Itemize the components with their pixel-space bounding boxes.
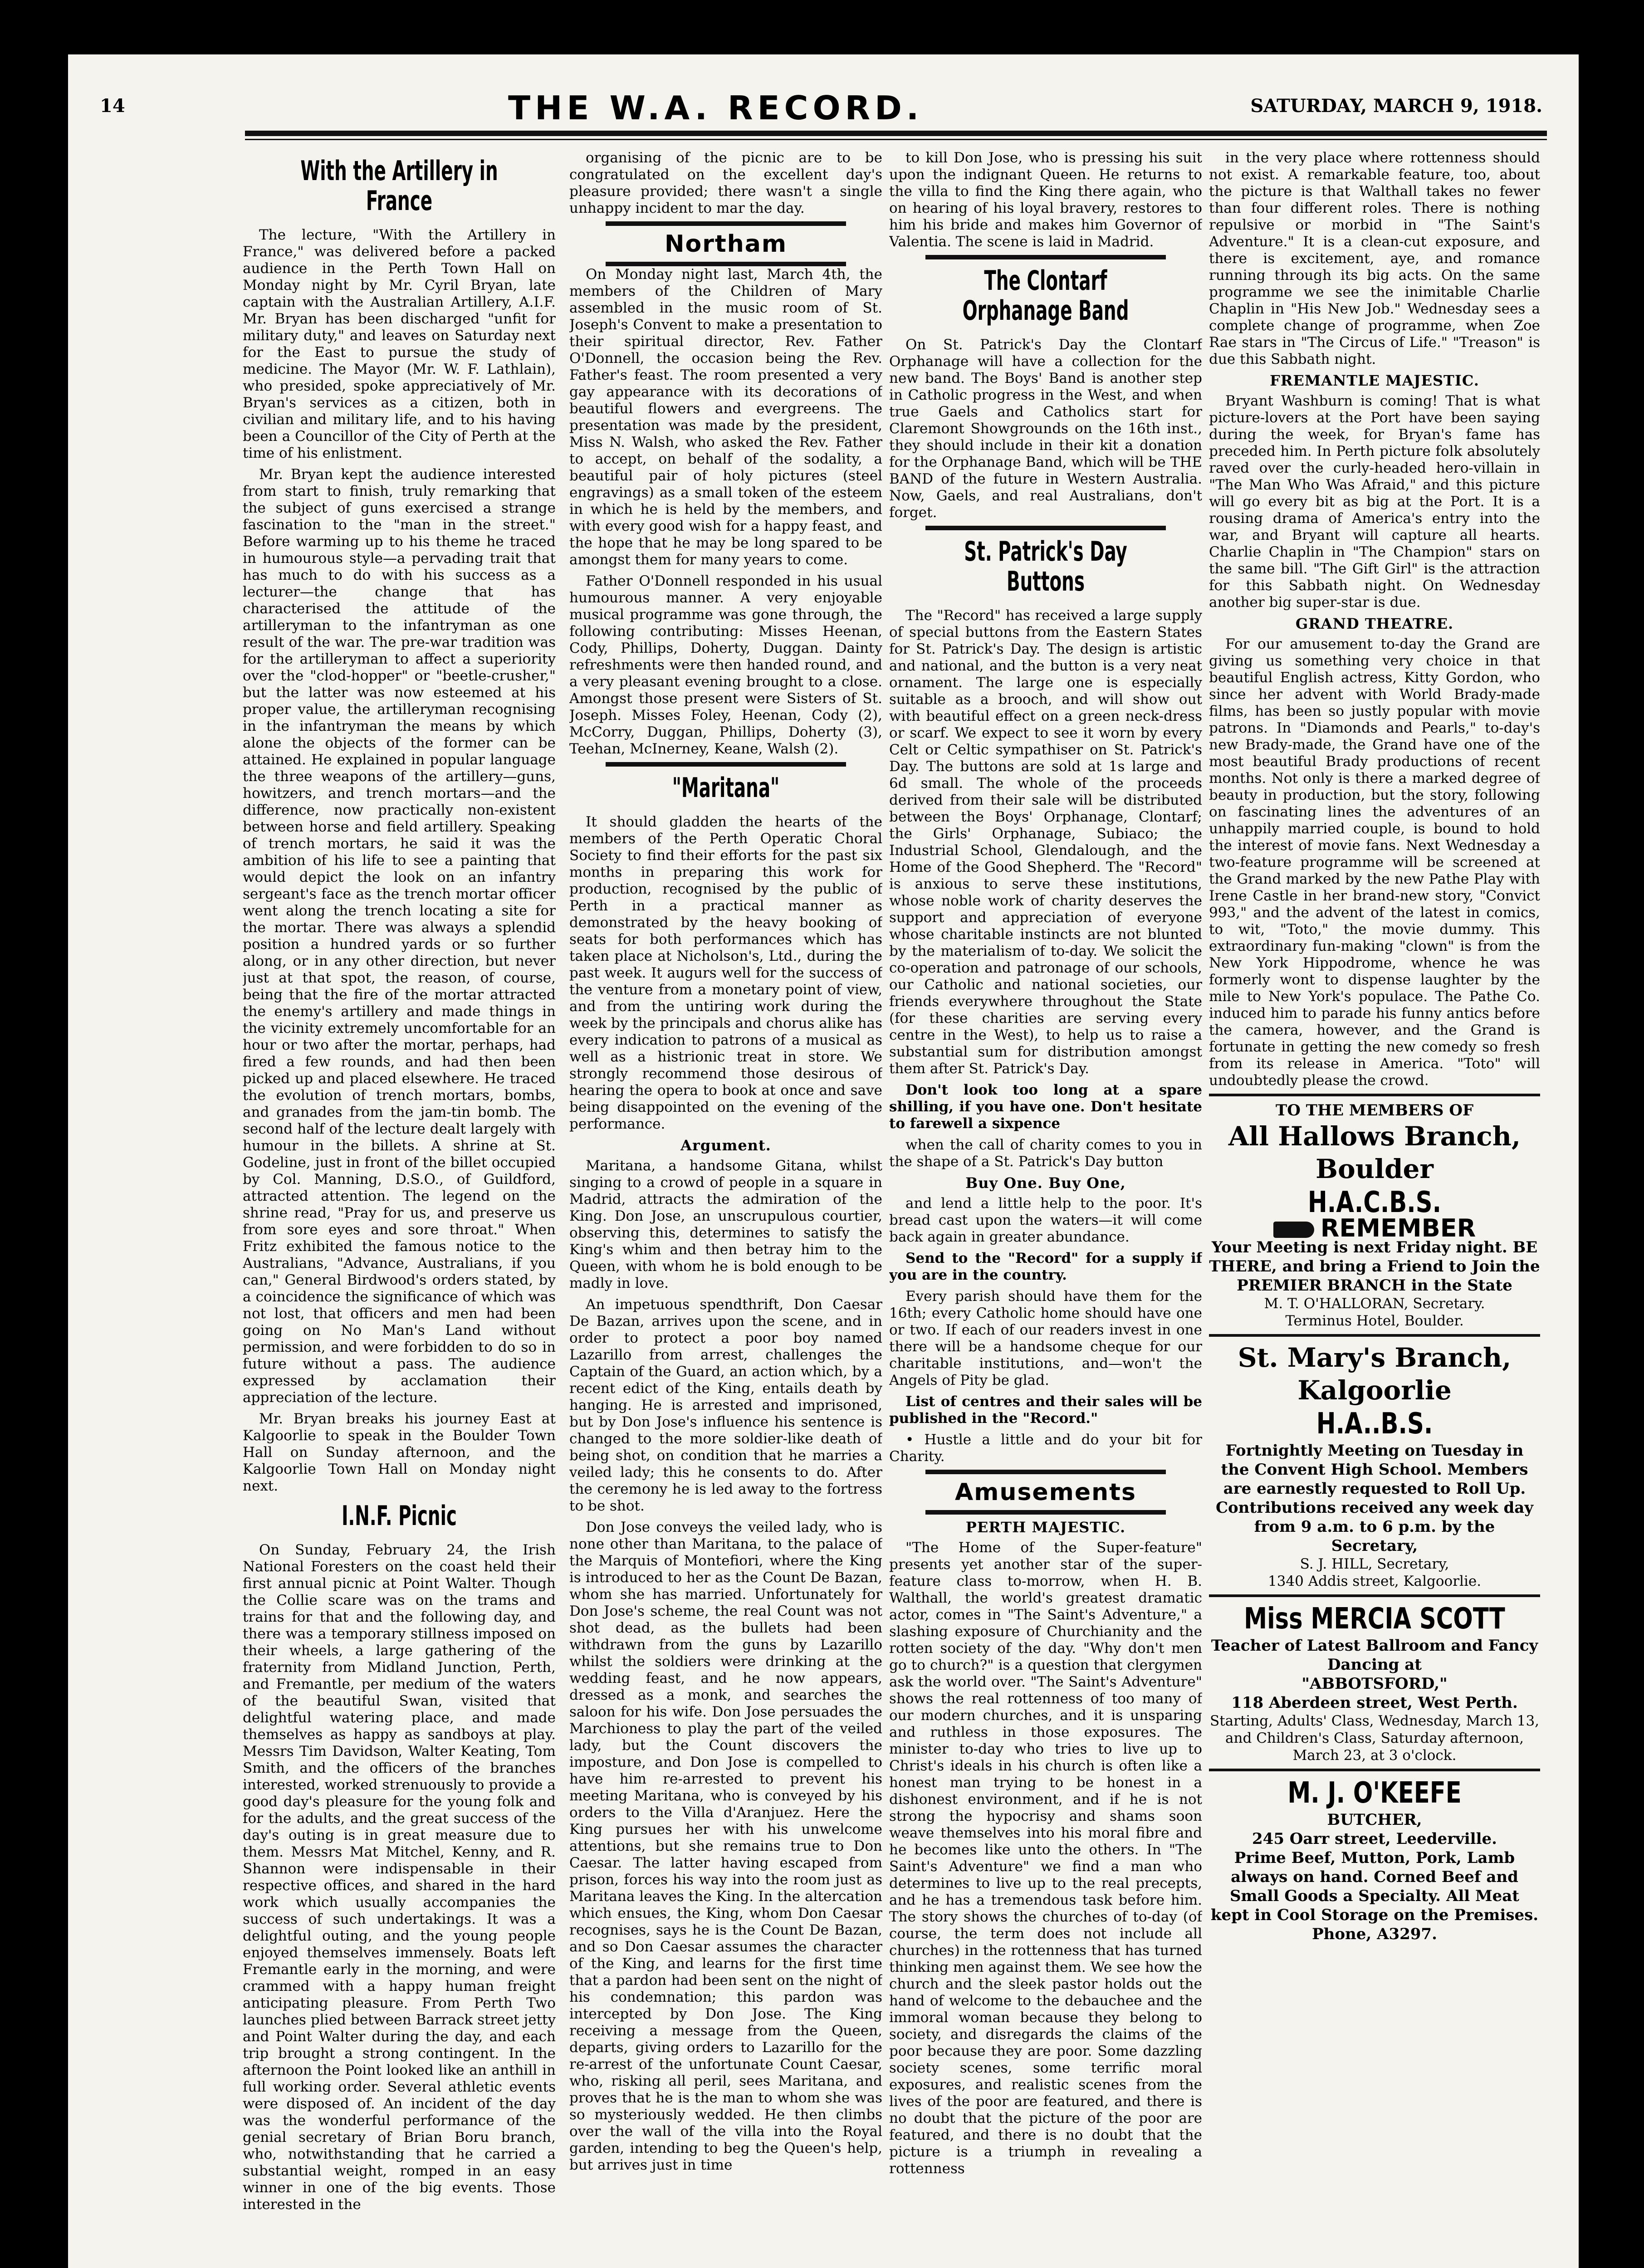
section-divider (925, 1470, 1166, 1474)
ad-society: H.A..B.S. (1316, 1407, 1433, 1441)
advert-mercia-scott (1209, 1594, 1540, 1769)
ad-address: 245 Oarr street, Leederville. (1252, 1830, 1497, 1848)
subhead-argument: Argument. (680, 1137, 771, 1154)
ad-branch-name: St. Mary's Branch, Kalgoorlie (1238, 1342, 1512, 1406)
bold-paragraph: Send to the "Record" for a supply if you are in the country. (889, 1250, 1202, 1283)
ad-secretary: S. J. HILL, Secretary, (1300, 1556, 1449, 1573)
ad-address: 118 Aberdeen street, West Perth. (1231, 1694, 1518, 1712)
paragraph: organising of the picnic are to be congratulated on the excellent day's pleasure provided; there wasn't a single unhappy incident to mar the day. (569, 150, 882, 216)
buy-one-line: Buy One. Buy One, (965, 1174, 1126, 1192)
paragraph: On Monday night last, March 4th, the members of the Children of Mary assembled in the music room of St. Joseph's Convent to make a presentation to their spiritual director, Rev. Father O'Donnell, the occasion being the Rev. Father's feast. The room presented a very gay appearance with its decorations of beautiful flowers and evergreens. The presentation was made by the president, Miss N. Walsh, who asked the Rev. Father to accept, on behalf of the sodality, a beautiful pair of holy pictures (steel engravings) as a small token of the esteem in which he is held by the members, and with every good wish for a happy feast, and the hope that he may be long spared to be amongst them for many years to come. (569, 266, 882, 568)
section-divider (925, 526, 1166, 530)
paragraph: The "Record" has received a large supply of special buttons from the Eastern States for St. Patrick's Day. The design is artistic and national, and the button is a very neat ornament. The large one is especially suitable as a brooch, and will show out with beautiful effect on a green neck-dress or scarf. We expect to see it worn by every Celt or Celtic sympathiser on St. Patrick's Day. The buttons are sold at 1s large and 6d small. The whole of the proceeds derived from their sale will be distributed between the Boys' Orphanage, Clontarf; the Girls' Orphanage, Subiaco; the Industrial School, Glendalough, and the Home of the Good Shepherd. The "Record" is anxious to serve these institutions, whose noble work of charity deserves the support and appreciation of everyone whose charitable instincts are not blunted by the materialism of to-day. We solicit the co-operation and patronage of our schools, our Catholic and national societies, our friends everywhere throughout the State (for these charities are serving every centre in the West), to help us to raise a substantial sum for distribution amongst them after St. Patrick's Day. (889, 607, 1202, 1077)
paragraph: and lend a little help to the poor. It's bread cast upon the waters—it will come back again in greater abundance. (889, 1195, 1202, 1245)
advert-all-hallows (1209, 1094, 1540, 1334)
advert-okeefe (1209, 1769, 1540, 1948)
paragraph: Father O'Donnell responded in his usual humourous manner. A very enjoyable musical programme was gone through, the following contributing: Misses Heenan, Cody, Phillips, Doherty, Duggan. Dainty refreshments were then handed round, and a very pleasant evening brought to a close. Amongst those present were Sisters of St. Joseph. Misses Foley, Heenan, Cody (2), McCorry, Duggan, Phillips, Doherty (3), Teehan, McInerney, Keane, Walsh (2). (569, 573, 882, 757)
paragraph: to kill Don Jose, who is pressing his suit upon the indignant Queen. He returns to the villa to find the King there again, who on hearing of his loyal bravery, restores to him his bride and makes him Governor of Valentia. The scene is laid in Madrid. (889, 150, 1202, 250)
ad-body: Contributions received any week day from 9 a.m. to 6 p.m. by the Secretary, (1215, 1499, 1534, 1555)
section-divider (606, 762, 846, 767)
column-2 (569, 150, 882, 2268)
paragraph: The lecture, "With the Artillery in France," was delivered before a packed audience in the Perth Town Hall on Monday night by Mr. Cyril Bryan, late captain with the Australian Artillery, A.I.F. Mr. Bryan has been discharged "unfit for military duty," and leaves on Saturday next for the East to pursue the study of medicine. The Mayor (Mr. W. F. Lathlain), who presided, spoke appreciatively of Mr. Bryan's services as a citizen, both in civilian and military life, and to his having been a Councillor of the City of Perth at the time of his enlistment. (243, 227, 556, 461)
section-divider (925, 255, 1166, 259)
ad-body: Starting, Adults' Class, Wednesday, March 13, and Children's Class, Saturday afternoon, March 23, at 3 o'clock. (1209, 1713, 1540, 1764)
section-divider (925, 1510, 1166, 1515)
paragraph: It should gladden the hearts of the members of the Perth Operatic Choral Society to find their efforts for the past six months in preparing this work for production, recognised by the public of Perth in a practical manner as demonstrated by the heavy booking of seats for both performances which has taken place at Nicholson's, Ltd., during the past week. It augurs well for the success of the venture from a monetary point of view, and from the untiring work during the week by the principals and chorus alike has every indication to patrons of a musical as well as a histrionic treat in store. We strongly recommend those desirous of hearing the opera to book at once and save being disappointed on the evening of the performance. (569, 814, 882, 1132)
masthead-rule (245, 131, 1547, 136)
ad-trade: BUTCHER, (1327, 1811, 1422, 1829)
page-number: 14 (100, 95, 125, 117)
paragraph: in the very place where rottenness should not exist. A remarkable feature, too, about the picture is that Walthall takes no fewer than four different roles. There is nothing repulsive or morbid in "The Saint's Adventure." It is a clean-cut exposure, and there is excitement, aye, and romance running through its big acts. On the same programme we see the inimitable Charlie Chaplin in "His New Job." Wednesday sees a complete change of programme, when Zoe Rae stars in "The Circus of Life." "Treason" is due this Sabbath night. (1209, 150, 1540, 367)
advert-st-marys (1209, 1334, 1540, 1594)
ad-name: M. J. O'KEEFE (1287, 1776, 1462, 1810)
ad-body: Prime Beef, Mutton, Pork, Lamb always on hand. Corned Beef and Small Goods a Specialty. All Meat kept in Cool Storage on the Premises. (1210, 1849, 1539, 1925)
headline-clontarf-band: The Clontarf Orphanage Band (962, 265, 1129, 327)
ad-society: H.A.C.B.S. (1307, 1186, 1442, 1219)
column-3 (889, 150, 1202, 2268)
paragraph: "The Home of the Super-feature" presents yet another star of the super-feature class to-morrow, when H. B. Walthall, the world's greatest dramatic actor, comes in "The Saint's Adventure," a slashing exposure of Churchianity and the rotten society of the day. "Why don't men go to church?" is a question that clergymen ask the world over. "The Saint's Adventure" shows the real rottenness of too many of our modern churches, and it is unsparing and ruthless in those exposures. The minister to-day who tries to live up to Christ's ideals in his church is often like a honest man trying to be honest in a dishonest environment, and if he is not strong the hypocrisy and shams soon weave themselves into his moral fibre and he becomes like unto the others. In "The Saint's Adventure" we find a man who determines to live up to the real precepts, and he has a tremendous task before him. The story shows the churches of to-day (of course, the term does not include all churches) in the rottenness that has turned thinking men against them. We see how the church and the sleek pastor holds out the hand of welcome to the debauchee and the immoral woman because they belong to society, and disregards the claims of the poor because they are poor. Some dazzling society scenes, some terrific moral exposures, and realistic scenes from the lives of the poor are featured, and there is no doubt that the picture of the poor are featured, and there is no doubt that the picture is a triumph in revealing a rottenness (889, 1540, 1202, 2177)
ad-phone: Phone, A3297. (1312, 1925, 1437, 1944)
subhead-fremantle-majestic: FREMANTLE MAJESTIC. (1270, 372, 1479, 389)
ad-remember (1209, 1214, 1540, 1242)
masthead-rule-thin (245, 139, 1547, 140)
subhead-perth-majestic: PERTH MAJESTIC. (965, 1519, 1126, 1536)
ad-name: Miss MERCIA SCOTT (1244, 1602, 1505, 1636)
masthead (100, 89, 1542, 127)
ad-body: Your Meeting is next Friday night. BE THERE, and bring a Friend to Join the PREMIER BRANCH in the State (1209, 1238, 1540, 1295)
ad-remember-label: REMEMBER (1320, 1214, 1476, 1242)
paragraph: On Sunday, February 24, the Irish National Foresters on the coast held their first annual picnic at Point Walter. Though the Collie scare was on the trams and trains for that and the following day, and there was a temporary stillness imposed on their wheels, a large gathering of the fraternity from Midland Junction, Perth, and Fremantle, per medium of the waters of the beautiful Swan, visited that delightful watering place, and made themselves as happy as sandboys at play. Messrs Tim Davidson, Walter Keating, Tom Smith, and the officers of the branches interested, worked strenuously to provide a good day's pleasure for the young folk and for the adults, and the great success of the day's outing is in great measure due to them. Messrs Mat Mitchel, Kenny, and R. Shannon were indispensable in their respective offices, and shared in the hard work which usually accompanies the success of such undertakings. It was a delightful outing, and the young people enjoyed themselves immensely. Boats left Fremantle early in the morning, and were crammed with a happy human freight anticipating pleasure. From Perth Two launches plied between Barrack street jetty and Point Walter during the day, and each trip brought a strong contingent. In the afternoon the Point looked like an anthill in full working order. Several athletic events were disposed of. An incident of the day was the wonderful performance of the genial secretary of Brian Boru branch, who, notwithstanding that he carried a substantial weight, romped in an easy winner in one of the big events. Those interested in the (243, 1542, 556, 2213)
ad-kicker: TO THE MEMBERS OF (1275, 1101, 1474, 1119)
headline-amusements: Amusements (955, 1479, 1136, 1506)
bold-paragraph: List of centres and their sales will be published in the "Record." (889, 1393, 1202, 1427)
paragraph: On St. Patrick's Day the Clontarf Orphanage will have a collection for the new band. The Boys' Band is another step in Catholic progress in the West, and when true Gaels and Catholics start for Claremont Showgrounds on the 16th inst., they should include in their kit a donation for the Orphanage Band, which will be THE BAND of the future in Western Australia. Now, Gaels, and real Australians, don't forget. (889, 337, 1202, 521)
paragraph: An impetuous spendthrift, Don Caesar De Bazan, arrives upon the scene, and in order to protect a poor boy named Lazarillo from arrest, challenges the Captain of the Guard, an action which, by a recent edict of the King, entails death by hanging. He is arrested and imprisoned, but by Don Jose's influence his sentence is changed to the more soldier-like death of being shot, on condition that he marries a veiled lady; this he consents to do. After the ceremony he is led away to the fortress to be shot. (569, 1296, 882, 1514)
bold-paragraph: Don't look too long at a spare shilling, if you have one. Don't hesitate to farewell a sixpence (889, 1082, 1202, 1132)
newspaper-title: THE W.A. RECORD. (508, 89, 924, 127)
headline-northam: Northam (664, 230, 788, 258)
headline-st-patricks-buttons: St. Patrick's Day Buttons (964, 536, 1127, 597)
section-divider (606, 262, 846, 266)
paragraph: For our amusement to-day the Grand are giving us something very choice in that beautiful English actress, Kitty Gordon, who since her advent with World Brady-made films, has been so justly popular with movie patrons. In "Diamonds and Pearls," to-day's new Brady-made, the Grand have one of the most beautiful Brady productions of recent months. Not only is there a marked degree of beauty in production, but the story, following on fascinating lines the adventures of an unhappily married couple, is bound to hold the interest of movie fans. Next Wednesday a two-feature programme will be screened at the Grand marked by the new Pathe Play with Irene Castle in her brand-new story, "Convict 993," and the advent of the latest in comics, to wit, "Toto," the movie dummy. This extraordinary fun-making "clown" is from the New York Hippodrome, whence he was formerly wont to dispense laughter by the mile to New York's populace. The Pathe Co. induced him to parade his funny antics before the camera, however, and the Grand is fortunate in getting the new comedy so fresh from its release in America. "Toto" will undoubtedly please the crowd. (1209, 636, 1540, 1089)
pointing-hand-icon (1273, 1222, 1314, 1238)
paragraph: Don Jose conveys the veiled lady, who is none other than Maritana, to the palace of the Marquis of Montefiori, where the King is introduced to her as the Count De Bazan, whom she has married. Unfortunately for Don Jose's scheme, the real Count was not shot dead, as the bullets had been withdrawn from the guns by Lazarillo whilst the soldiers were drinking at the wedding feast, and he now appears, dressed as a monk, and searches the saloon for his wife. Don Jose persuades the Marchioness to play the part of the veiled lady, but the Count discovers the imposture, and Don Jose is compelled to have him re-arrested to prevent his meeting Maritana, who is conveyed by his orders to the Villa d'Aranjuez. Here the King pursues her with his unwelcome attentions, but she remains true to Don Caesar. The latter having escaped from prison, forces his way into the room just as Maritana leaves the King. In the altercation which ensues, the King, whom Don Caesar recognises, says he is the Count De Bazan, and so Don Caesar assumes the character of the King, and learns for the first time that a pardon had been sent on the night of his condemnation; this pardon was intercepted by Don Jose. The King receiving a message from the Queen, departs, giving orders to Lazarillo for the re-arrest of the unfortunate Count Caesar, who, risking all peril, sees Maritana, and proves that he is the man to whom she was so mysteriously wedded. He then climbs over the wall of the villa into the Royal garden, intending to beg the Queen's help, but arrives just in time (569, 1519, 882, 2173)
issue-date: SATURDAY, MARCH 9, 1918. (1250, 95, 1542, 117)
paragraph: Every parish should have them for the 16th; every Catholic home should have one or two. If each of our readers invest in one there will be a handsome cheque for our charitable institutions, and—won't the Angels of Pity be glad. (889, 1288, 1202, 1388)
column-1 (243, 150, 556, 2268)
headline-inf-picnic: I.N.F. Picnic (342, 1500, 457, 1532)
ad-body: Teacher of Latest Ballroom and Fancy Dancing at (1211, 1637, 1538, 1674)
paragraph: • Hustle a little and do your bit for Charity. (889, 1432, 1202, 1465)
ad-address: Terminus Hotel, Boulder. (1285, 1313, 1464, 1330)
ad-secretary: M. T. O'HALLORAN, Secretary. (1264, 1295, 1485, 1312)
paragraph: Mr. Bryan kept the audience interested from start to finish, truly remarking that the subject of guns exercised a strange fascination to the "man in the street." Before warming up to his theme he traced in humourous style—a pervading trait that has much to do with his success as a lecturer—the change that has characterised the attitude of the artilleryman to the infantryman as one result of the war. The pre-war tradition was for the artilleryman to affect a superiority over the "clod-hopper" or "beetle-crusher," but the latter was now esteemed at his proper value, the artilleryman recognising in the infantryman the means by which alone the objects of the former can be attained. He explained in popular language the three weapons of the artillery—guns, howitzers, and trench mortars—and the difference, now practically non-existent between horse and field artillery. Speaking of trench mortars, he said it was the ambition of his life to see a painting that would depict the look on an infantry sergeant's face as the trench mortar officer went along the trench locating a site for the mortar. There was always a splendid position a hundred yards or so further along, or in any other direction, but never just at that spot, the reason, of course, being that the fire of the mortar attracted the enemy's artillery and made things in the vicinity extremely uncomfortable for an hour or two after the mortar, perhaps, had fired a few rounds, and had then been picked up and placed elsewhere. He traced the evolution of trench mortars, bombs, and granades from the jam-tin bomb. The second half of the lecture dealt largely with humour in the billets. A shrine at St. Godeline, just in front of the billet occupied by Col. Manning, D.S.O., of Guildford, attracted attention. The legend on the shrine read, "Pray for us, and preserve us from sore eyes and sore throat." When Fritz exhibited the famous notice to the Australians, "Advance, Australians, if you can," General Birdwood's orders stated, by a coincidence the significance of which was not lost, that officers and men had been going on No Man's Land without permission, and were forbidden to do so in future without a pass. The audience expressed by acclamation their appreciation of the lecture. (243, 466, 556, 1406)
ad-branch-name: All Hallows Branch, Boulder (1228, 1121, 1521, 1184)
paragraph: Mr. Bryan breaks his journey East at Kalgoorlie to speak in the Boulder Town Hall on Sunday afternoon, and the Kalgoorlie Town Hall on Monday night next. (243, 1411, 556, 1494)
column-4 (1209, 150, 1540, 2268)
paragraph: Maritana, a handsome Gitana, whilst singing to a crowd of people in a square in Madrid, attracts the admiration of the King. Don Jose, an unscrupulous courtier, observing this, determines to satisfy the King's whim and then betray him to the Queen, with whom he is bold enough to be madly in love. (569, 1158, 882, 1291)
ad-place: "ABBOTSFORD," (1302, 1675, 1448, 1693)
subhead-grand-theatre: GRAND THEATRE. (1295, 615, 1454, 632)
ad-address: 1340 Addis street, Kalgoorlie. (1267, 1573, 1482, 1590)
paragraph: Bryant Washburn is coming! That is what picture-lovers at the Port have been saying during the week, for Bryan's fame has preceded him. In Perth picture folk absolutely raved over the curly-headed hero-villain in "The Man Who Was Afraid," and this picture will go every bit as big at the Port. It is a rousing drama of America's entry into the war, and Bryant will capture all hearts. Charlie Chaplin in "The Champion" stars on the same bill. "The Gift Girl" is the attraction for this Sabbath night. On Wednesday another big super-star is due. (1209, 393, 1540, 611)
paragraph: when the call of charity comes to you in the shape of a St. Patrick's Day button (889, 1137, 1202, 1170)
headline-artillery: With the Artillery in France (300, 155, 498, 217)
headline-maritana: "Maritana" (672, 772, 780, 804)
section-divider (606, 221, 846, 226)
ad-body: Fortnightly Meeting on Tuesday in the Convent High School. Members are earnestly requested to Roll Up. (1221, 1442, 1528, 1498)
